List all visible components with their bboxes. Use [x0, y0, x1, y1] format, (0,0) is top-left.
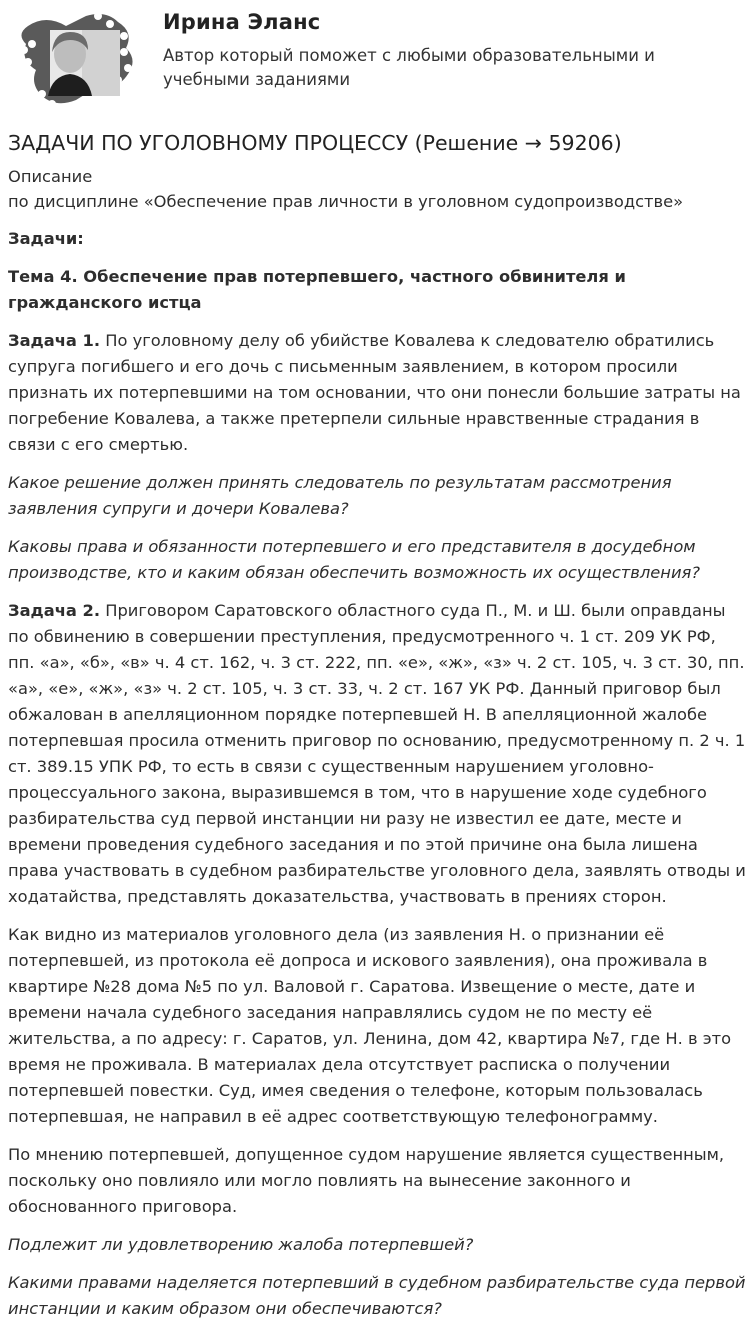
task-1-label: Задача 1.	[8, 331, 101, 350]
task-1	[8, 328, 746, 458]
description-label: Описание	[8, 167, 93, 186]
document-content	[8, 128, 746, 1322]
task-2-paragraph-2: Как видно из материалов уголовного дела (из заявления Н. о признании её потерпевшей, из протокола её допроса и искового заявления), она проживала в квартире №28 дома №5 по ул. Валовой г. Саратова. Извещение о месте, дате и времени начала судебного заседания направлялись судом не по месту её жительства, а по адресу: г. Саратов, ул. Ленина, дом 42, квартира №7, где Н. в это время не проживала. В материалах дела отсутствует расписка о получении потерпевшей повестки. Суд, имея сведения о телефоне, которым пользовалась потерпевшая, не направил в её адрес соответствующую телефонограмму.	[8, 925, 732, 1126]
task-2-question-2: Какими правами наделяется потерпевший в судебном разбирательстве суда первой инстанции и каким образом они обеспечиваются?	[8, 1273, 746, 1318]
author-name: Ирина Эланс	[163, 10, 321, 34]
theme-heading: Тема 4. Обеспечение прав потерпевшего, частного обвинителя и гражданского истца	[8, 267, 626, 312]
task-1-question-1: Какое решение должен принять следователь по результатам рассмотрения заявления супруги и дочери Ковалева?	[8, 473, 672, 518]
task-2-paragraph-3: По мнению потерпевшей, допущенное судом нарушение является существенным, поскольку оно повлияло или могло повлиять на вынесение законного и обоснованного приговора.	[8, 1145, 725, 1216]
task-1-text: По уголовному делу об убийстве Ковалева к следователю обратились супруга погибшего и его дочь с письменным заявлением, в котором просили признать их потерпевшими на том основании, что они понесли большие затраты на погребение Ковалева, а также претерпели сильные нравственные страдания в связи с его смертью.	[8, 331, 741, 454]
tasks-heading: Задачи:	[8, 229, 84, 248]
author-description: Автор который поможет с любыми образовательными и учебными заданиями	[163, 46, 655, 89]
author-header	[0, 0, 750, 120]
description-text: по дисциплине «Обеспечение прав личности в уголовном судопроизводстве»	[8, 192, 684, 211]
task-1-question-2: Каковы права и обязанности потерпевшего и его представителя в досудебном производстве, кто и каким обязан обеспечить возможность их осуществления?	[8, 537, 700, 582]
task-2-label: Задача 2.	[8, 601, 101, 620]
author-avatar	[6, 4, 156, 112]
page-title: ЗАДАЧИ ПО УГОЛОВНОМУ ПРОЦЕССУ (Решение → 59206)	[8, 131, 622, 155]
task-2	[8, 598, 746, 910]
task-2-question-1: Подлежит ли удовлетворению жалоба потерпевшей?	[8, 1235, 474, 1254]
task-2-text: Приговором Саратовского областного суда П., М. и Ш. были оправданы по обвинению в совершении преступления, предусмотренного ч. 1 ст. 209 УК РФ, пп. «а», «б», «в» ч. 4 ст. 162, ч. 3 ст. 222, пп. «е», «ж», «з» ч. 2 ст. 105, ч. 3 ст. 30, пп. «а», «е», «ж», «з» ч. 2 ст. 105, ч. 3 ст. 33, ч. 2 ст. 167 УК РФ. Данный приговор был обжалован в апелляционном порядке потерпевшей Н. В апелляционной жалобе потерпевшая просила отменить приговор по основанию, предусмотренному п. 2 ч. 1 ст. 389.15 УПК РФ, то есть в связи с существенным нарушением уголовно-процессуального закона, выразившемся в том, что в нарушение ходе судебного разбирательства суд первой инстанции ни разу не известил ее дате, месте и времени проведения судебного заседания и по этой причине она была лишена права участвовать в судебном разбирательстве уголовного дела, заявлять отводы и ходатайства, представлять доказательства, участвовать в прениях сторон.	[8, 601, 746, 906]
author-photo-frame-icon	[6, 4, 156, 112]
